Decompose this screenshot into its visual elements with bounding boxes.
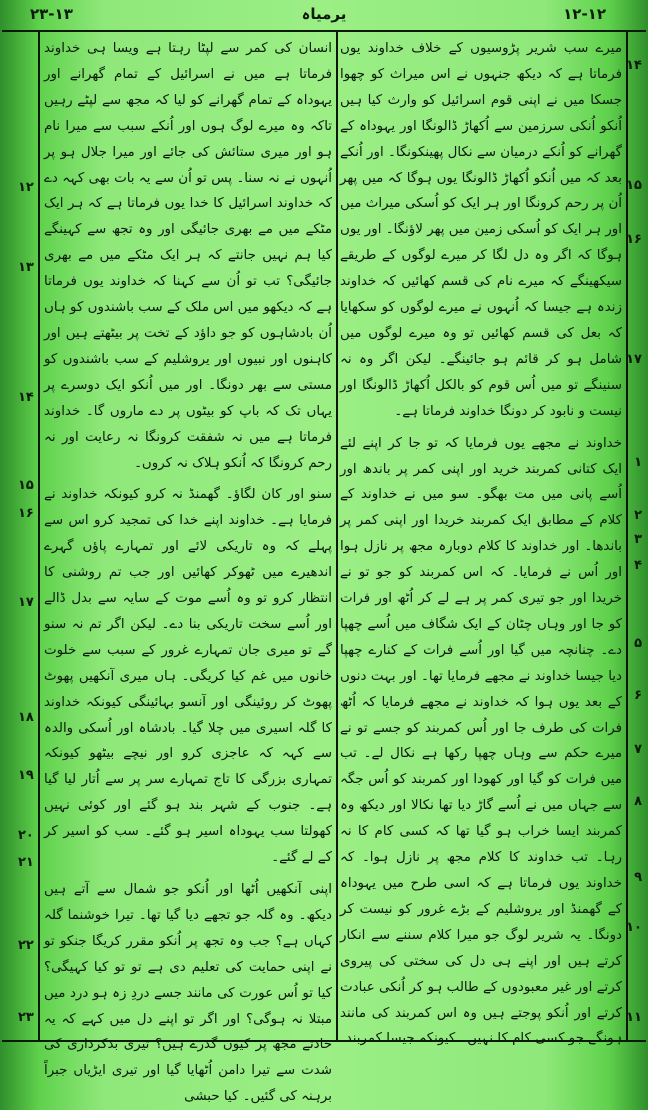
verse-number: ۱۸ [18,710,34,725]
verse-number: ۱۵ [18,478,34,493]
verse-number: ۱۴ [18,390,34,405]
verse-number: ۱۷ [626,352,642,367]
verse-number: ۱۱ [626,1010,642,1025]
verse-number: ۸ [634,794,642,809]
verse-number: ۴ [634,558,642,573]
verse-number: ۱۴ [626,58,642,73]
verse-number: ۳ [634,532,642,547]
verse-number: ۱ [634,455,642,470]
header-divider [2,30,646,32]
verse-number: ۲ [634,508,642,523]
verse-number: ۱۹ [18,768,34,783]
column-divider [336,30,338,1042]
verse-number: ۵ [634,636,642,651]
verse-number: ۱۰ [626,920,642,935]
page-header [0,0,648,30]
chapter-range-right: ۱۲-۱۲ [563,5,606,23]
verse-number: ۱۶ [18,506,34,521]
paragraph: سنو اور کان لگاؤ۔ گھمنڈ نہ کرو کیونکہ خداوند نے فرمایا ہے۔ خداوند اپنے خدا کی تمجید کرو اس سے پہلے کہ وہ تاریکی لائے اور تمہارے پاؤں گہرے اندھیرے میں ٹھوکر کھائیں اور جب تم روشنی کا انتظار کرو تو وہ اُسے موت کے سایہ سے بدل ڈالے اور اُسے سخت تاریکی بنا دے۔ لیکن اگر تم نہ سنو گے تو میری جان تمہارے غرور کے سبب سے خلوت خانوں میں غم کیا کریگی۔ ہاں میری آنکھیں پھوٹ پھوٹ کر روئینگی اور آنسو بہائینگی کیونکہ خداوند کا گلہ اسیری میں چلا گیا۔ بادشاہ اور اُسکی والدہ سے کہہ کہ عاجزی کرو اور نیچے بیٹھو کیونکہ تمہاری بزرگی کا تاج تمہارے سر پر سے اُتار لیا گیا ہے۔ جنوب کے شہر بند ہو گئے اور کوئی نہیں کھولتا سب یہوداہ اسیر ہو گئے۔ سب کو اسیر کر کے لے گئے۔ [44,487,332,866]
verse-number: ۲۳ [18,1010,34,1025]
verse-number: ۱۲ [18,180,34,195]
paragraph: میرے سب شریر پڑوسیوں کے خلاف خداوند یوں فرماتا ہے کہ دیکھ جنہوں نے اس میراث کو چھوا جسکا میں نے اپنی قوم اسرائیل کو وارث کیا ہیں اُنکو اُنکی سرزمین سے اُکھاڑ ڈالونگا اور یہوداہ کے گھرانے کو اُنکے درمیان سے نکال پھینکونگا۔ اور اُنکے بعد کہ میں اُنکو اُکھاڑ ڈالونگا یوں ہوگا کہ میں پھر اُن پر رحم کرونگا اور ہر ایک کو اُسکی میراث میں اور ہر ایک کو اُسکی زمین میں پھر لاؤنگا۔ اور یوں ہوگا کہ اگر وہ دل لگا کر میرے لوگوں کے طریقے سیکھینگے کہ میرے نام کی قسم کھائیں کہ خداوند زندہ ہے جیسا کہ اُنہوں نے میرے لوگوں کو سکھایا کہ بعل کی قسم کھائیں تو وہ میرے لوگوں میں شامل ہو کر قائم ہو جائینگے۔ لیکن اگر وہ نہ سنینگے تو میں اُس قوم کو بالکل اُکھاڑ ڈالونگا اور نیست و نابود کر دونگا خداوند فرماتا ہے۔ [340,41,622,419]
verse-number: ۱۷ [18,595,34,610]
paragraph: اپنی آنکھیں اُٹھا اور اُنکو جو شمال سے آتے ہیں دیکھ۔ وہ گلہ جو تجھے دیا گیا تھا۔ تیرا خوشنما گلہ کہاں ہے؟ جب وہ تجھ پر اُنکو مقرر کریگا جنکو تو نے اپنی حمایت کی تعلیم دی ہے تو تو کیا کہیگی؟ کیا تو اُس عورت کی مانند جسے دردِ زہ ہو درد میں مبتلا نہ ہوگی؟ اور اگر تو اپنے دل میں کہے کہ یہ حادثے مجھ پر کیوں گذرے ہیں؟ تیری بدکرداری کی شدت سے تیرا دامن اُٹھایا گیا اور تیری ایڑیاں جبراً برہنہ کی گئیں۔ کیا حبشی [44,882,332,1105]
verse-number: ۶ [634,688,642,703]
chapter-range-left: ۲۳-۱۳ [30,5,73,23]
left-text-column [44,36,332,1105]
verse-number: ۲۲ [18,938,34,953]
book-title: یرمیاہ [301,5,347,23]
verse-number: ۲۱ [18,855,34,870]
paragraph: خداوند نے مجھے یوں فرمایا کہ تو جا کر اپنے لئے ایک کتانی کمربند خرید اور اپنی کمر پر باندھ اور اُسے پانی میں مت بھگو۔ سو میں نے خداوند کے کلام کے مطابق ایک کمربند خریدا اور اپنی کمر پر باندھا۔ اور خداوند کا کلام دوبارہ مجھ پر نازل ہوا اور اُس نے فرمایا۔ کہ اس کمربند کو جو تو نے خریدا اور جو تیری کمر پر ہے لے کر اُٹھ اور فرات کو جا اور وہاں چٹان کے ایک شگاف میں اُسے چھپا دے۔ چنانچہ میں گیا اور اُسے فرات کے کنارے چھپا دیا جیسا خداوند نے مجھے فرمایا تھا۔ اور بہت دنوں کے بعد یوں ہوا کہ خداوند نے مجھے فرمایا کہ اُٹھ فرات کی طرف جا اور اُس کمربند کو جسے تو نے میرے حکم سے وہاں چھپا رکھا ہے نکال لے۔ تب میں فرات کو گیا اور کھودا اور کمربند کو اُس جگہ سے جہاں میں نے اُسے گاڑ دیا تھا نکالا اور دیکھ وہ کمربند ایسا خراب ہو گیا تھا کہ کسی کام کا نہ رہا۔ تب خداوند کا کلام مجھ پر نازل ہوا۔ کہ خداوند یوں فرماتا ہے کہ اسی طرح میں یہوداہ کے گھمنڈ اور یروشلیم کے بڑے غرور کو نیست کر دونگا۔ یہ شریر لوگ جو میرا کلام سننے سے انکار کرتے ہیں اور اپنے ہی دل کی سختی کی پیروی کرتے اور غیر معبودوں کے طالب ہو کر اُنکی عبادت کرتے اور اُنکو پوجتے ہیں وہ اس کمربند کی مانند ہونگے جو کسی کام کا نہیں۔ کیونکہ جیسا کمربند [340,435,622,1047]
left-margin-divider [38,30,40,1042]
verse-number: ۲۰ [18,828,34,843]
verse-number: ۱۵ [626,178,642,193]
verse-number: ۱۳ [18,260,34,275]
paragraph: انسان کی کمر سے لپٹا رہتا ہے ویسا ہی خداوند فرماتا ہے میں نے اسرائیل کے تمام گھرانے اور یہوداہ کے تمام گھرانے کو لیا کہ مجھ سے لپٹے رہیں تاکہ وہ میرے لوگ ہوں اور اُنکے سبب سے میرا نام ہو اور میری ستائش کی جائے اور میرا جلال ہو پر اُنہوں نے نہ سنا۔ پس تو اُن سے یہ بات بھی کہہ دے کہ خداوند اسرائیل کا خدا یوں فرماتا ہے کہ ہر ایک مٹکے میں مے بھری جائیگی اور وہ تجھ سے کہینگے کیا ہم نہیں جانتے کہ ہر ایک مٹکے میں مے بھری جائیگی؟ تب تو اُن سے کہنا کہ خداوند یوں فرماتا ہے کہ دیکھو میں اس ملک کے سب باشندوں کو ہاں اُن بادشاہوں کو جو داؤد کے تخت پر بیٹھتے ہیں اور کاہنوں اور نبیوں اور یروشلیم کے سب باشندوں کو مستی سے بھر دونگا۔ اور میں اُنکو ایک دوسرے پر یہاں تک کہ باپ کو بیٹوں پر دے ماروں گا۔ خداوند فرماتا ہے میں نہ شفقت کرونگا نہ رعایت اور نہ رحم کرونگا کہ اُنکو ہلاک نہ کروں۔ [44,41,332,471]
verse-number: ۹ [634,870,642,885]
verse-number: ۷ [634,742,642,757]
right-text-column [340,36,622,1047]
verse-number: ۱۶ [626,232,642,247]
